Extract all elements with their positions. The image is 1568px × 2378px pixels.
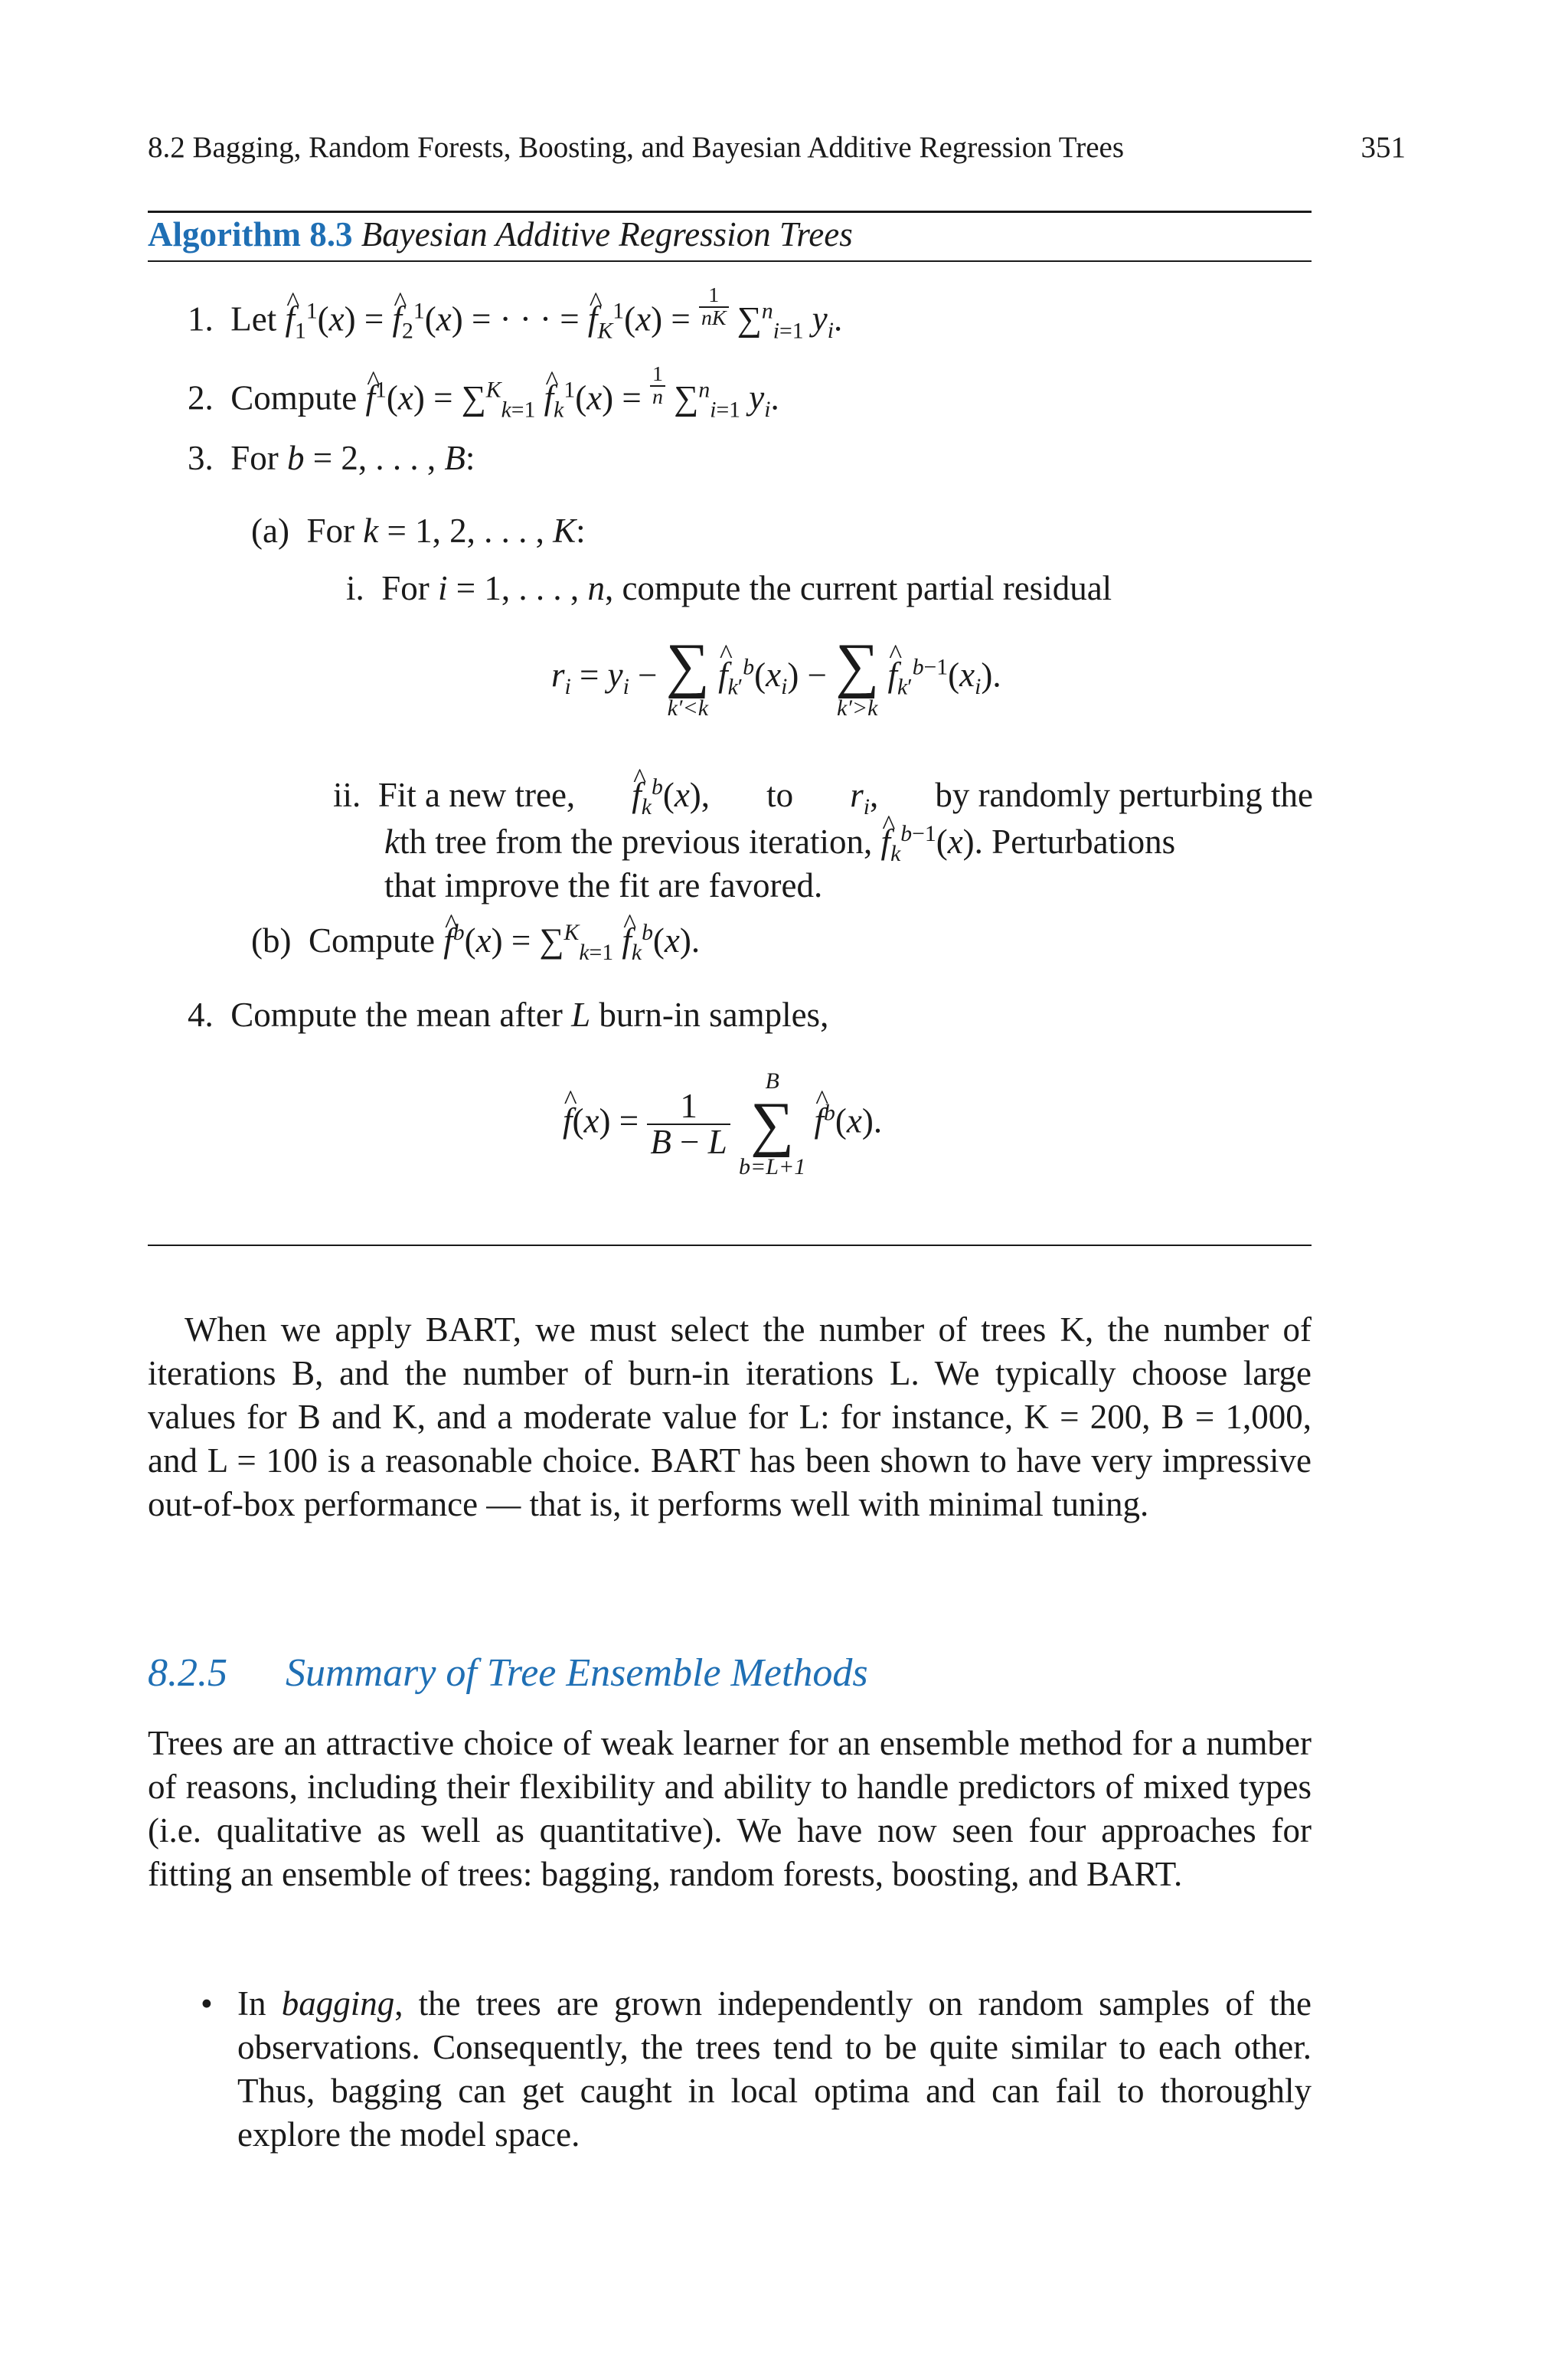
- algorithm-step-3a-i: i. For i = 1, . . . , n, compute the current partial residual: [346, 569, 1112, 607]
- algorithm-step-3a: (a) For k = 1, 2, . . . , K:: [251, 512, 586, 550]
- algorithm-title: Bayesian Additive Regression Trees: [361, 215, 853, 254]
- algorithm-step-4: 4. Compute the mean after L burn-in samples,: [188, 996, 829, 1034]
- paragraph-tree-ensembles: Trees are an attractive choice of weak learner for an ensemble method for a number of reasons, including their flexibility and ability to handle predictors of mixed types (i.e. qualitative as well as quantitative). We have now seen four approaches for fitting an ensemble of trees: bagging, random forests, boosting, and BART.: [148, 1724, 1312, 1893]
- bullet-marker: •: [201, 1984, 213, 2023]
- algorithm-step-3: 3. For b = 2, . . . , B:: [188, 439, 475, 477]
- algorithm-label: Algorithm 8.3: [148, 215, 353, 254]
- mean-equation: ^ f(x) = $\frac{1}{B - L}$ B ∑ b=L+1 ^ $f^b(x)$.: [563, 1068, 882, 1180]
- algorithm-step-3a-ii: ii. Fit a new tree, ^ $f_k^b(x)$, to $r_i$, by randomly perturbing the kth tree from the previous iteration, ^ $f_k^{b-1}(x)$. Perturbations that improve the fit are favored.: [333, 774, 1313, 908]
- algorithm-bottom-rule: [148, 1245, 1312, 1246]
- algorithm-step-3b: (b) Compute ^ $f^b(x) = \sum^K_{k=1}$ ^ $f_k^b(x)$.: [251, 919, 700, 963]
- algorithm-step-1: 1. Let ^ $f_1^1(x)$ = ^ $f_2^1(x)$ = · · · = ^ $f_K^1(x)$ = $\frac{1}{nK}$ ∑$^n_{i=1}$ $y_i$.: [188, 285, 842, 341]
- bullet-bagging: In bagging, the trees are grown independently on random samples of the observations. Consequently, the trees tend to be quite similar to each other. Thus, bagging can get caught in local optima and can fail to thoroughly explore the model space.: [237, 1984, 1312, 2154]
- page-number: 351: [1361, 131, 1406, 164]
- algorithm-top-rule: [148, 211, 1312, 213]
- section-title: Summary of Tree Ensemble Methods: [286, 1651, 868, 1695]
- residual-equation: $r_i = y_i$ − ∑ k′<k ^ $f_{k'}^b(x_i)$ − ∑ k′>k ^ $f_{k'}^{b-1}(x_i)$.: [551, 636, 1001, 721]
- algorithm-heading-rule: [148, 260, 1312, 262]
- running-header: 8.2 Bagging, Random Forests, Boosting, and Bayesian Additive Regression Trees: [148, 131, 1125, 164]
- bullet-term: bagging: [281, 1984, 395, 2023]
- section-heading: [148, 1650, 868, 1696]
- paragraph-bart-settings: When we apply BART, we must select the number of trees K, the number of iterations B, and the number of burn-in iterations L. We typically choose large values for B and K, and a moderate value for L: for instance, K = 200, B = 1,000, and L = 100 is a reasonable choice. BART has been shown to have very impressive out-of-box performance — that is, it performs well with minimal tuning.: [148, 1310, 1312, 1523]
- algorithm-step-2: 2. Compute ^ $f^1(x) = \sum^K_{k=1}$ ^ $f_k^1(x)$ = $\frac{1}{n}$ ∑$^n_{i=1}$ $y_i$.: [188, 364, 779, 420]
- section-number: 8.2.5: [148, 1651, 227, 1695]
- algorithm-heading: [148, 214, 853, 254]
